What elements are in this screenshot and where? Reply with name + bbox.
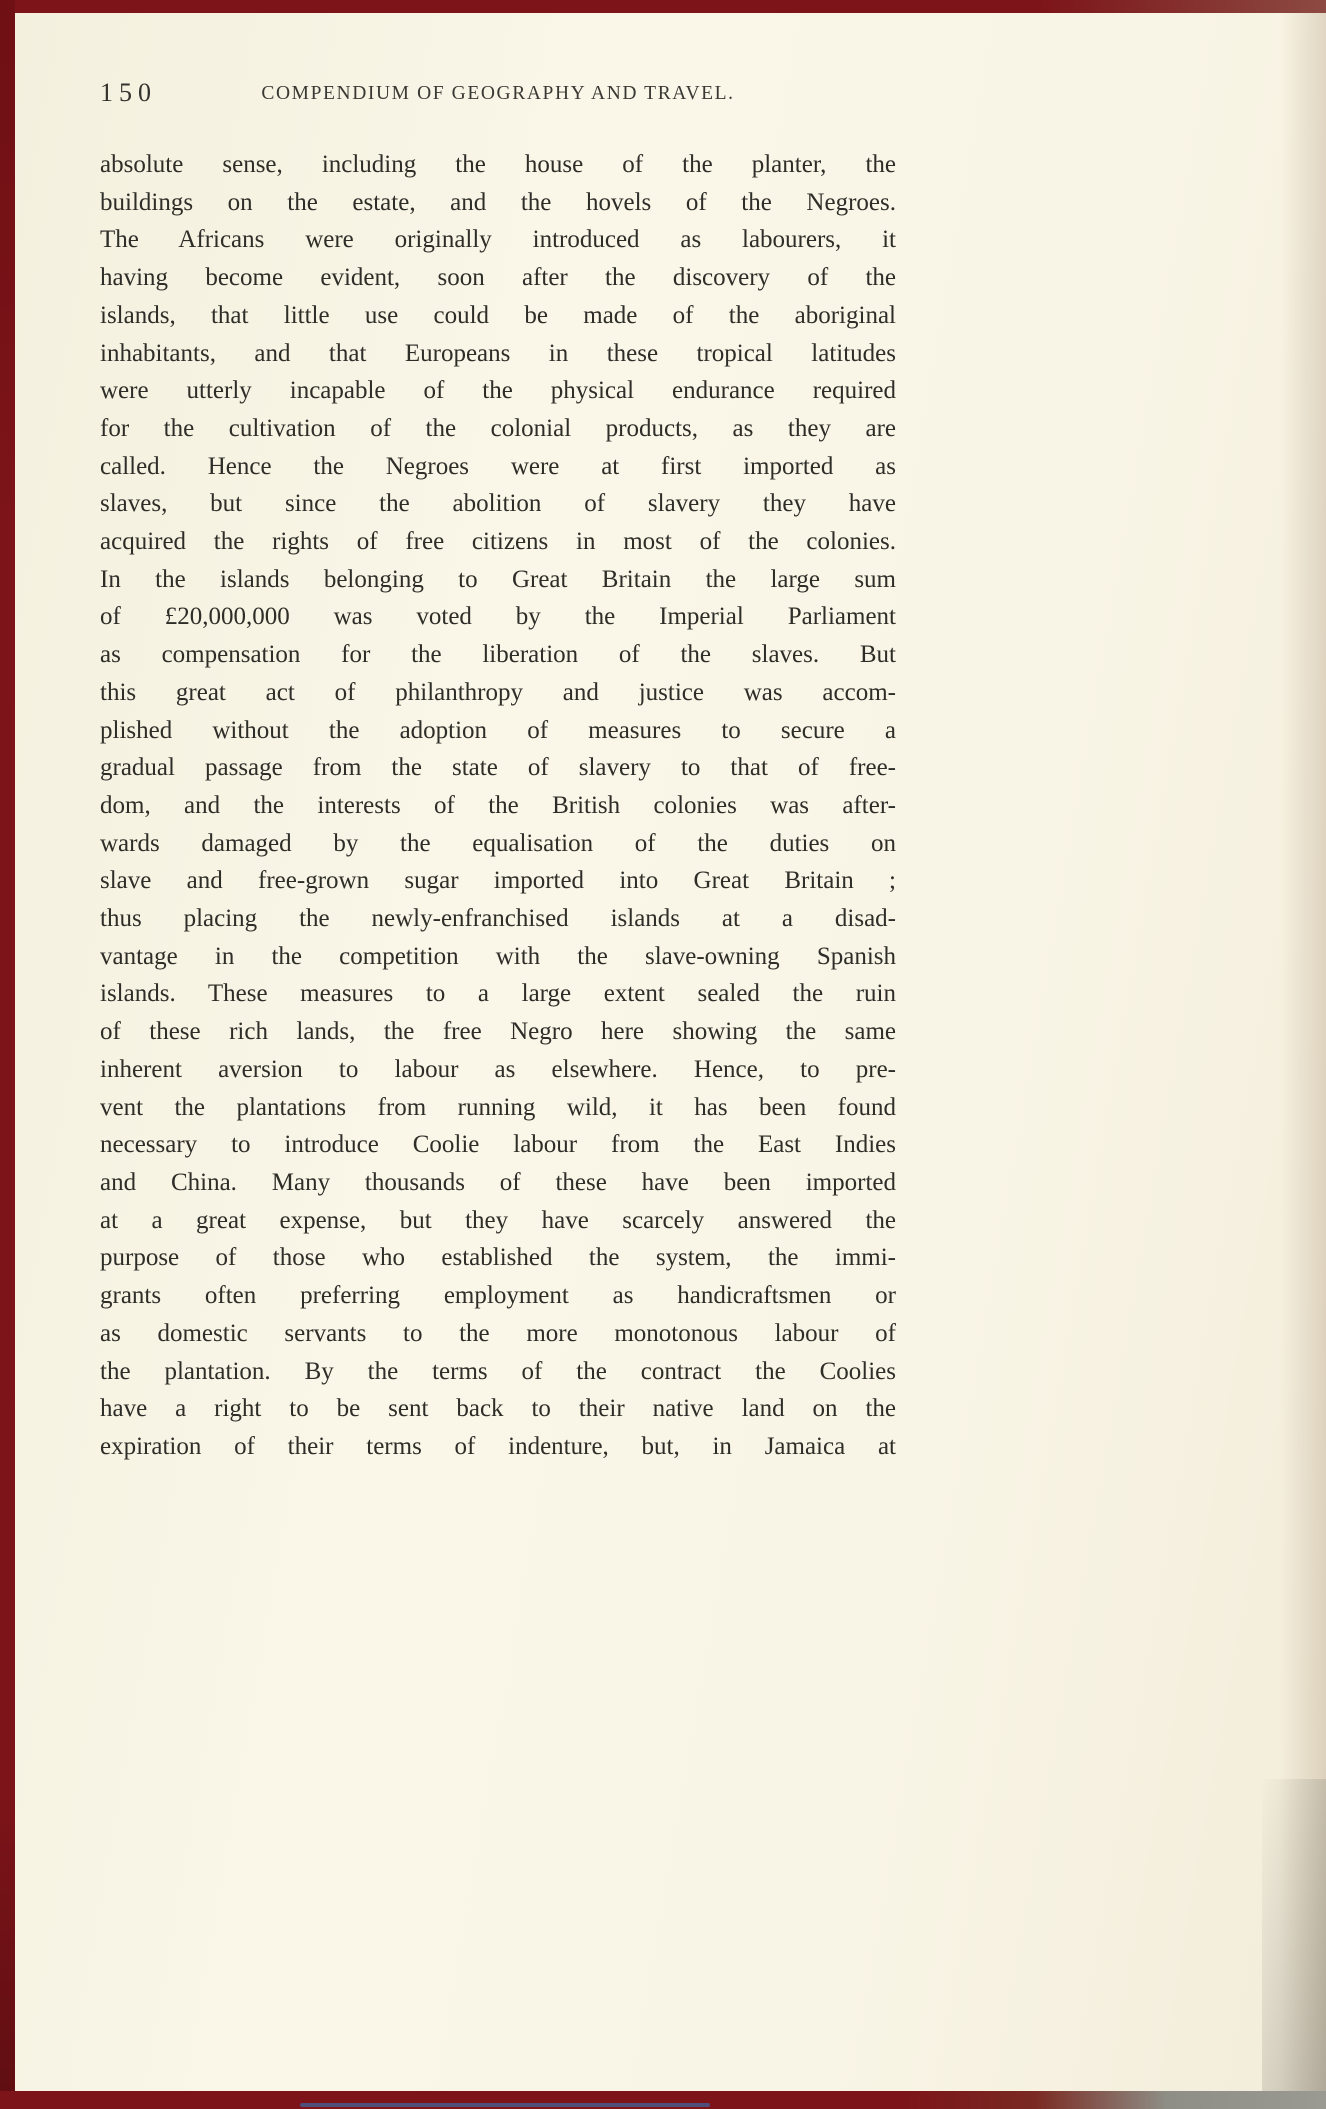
- body-text: [100, 146, 896, 1466]
- page-corner-shadow: [1262, 1779, 1326, 2109]
- text-line: were utterly incapable of the physical endurance required: [100, 377, 896, 405]
- text-line: thus placing the newly-enfranchised islands at a disad-: [100, 905, 896, 933]
- text-line: acquired the rights of free citizens in most of the colonies.: [100, 528, 896, 556]
- text-line: wards damaged by the equalisation of the duties on: [100, 829, 896, 857]
- text-line: of these rich lands, the free Negro here showing the same: [100, 1018, 896, 1046]
- text-line: vantage in the competition with the slave-owning Spanish: [100, 942, 896, 970]
- page-header: [100, 78, 896, 112]
- text-line: the plantation. By the terms of the contract the Coolies: [100, 1357, 896, 1385]
- text-line: buildings on the estate, and the hovels of the Negroes.: [100, 188, 896, 216]
- text-line: islands, that little use could be made of the aboriginal: [100, 301, 896, 329]
- text-line: as domestic servants to the more monotonous labour of: [100, 1319, 896, 1347]
- scan-edge-artifact: [300, 2103, 710, 2107]
- text-line: having become evident, soon after the discovery of the: [100, 264, 896, 292]
- running-title: COMPENDIUM OF GEOGRAPHY AND TRAVEL.: [261, 83, 735, 104]
- text-line: inherent aversion to labour as elsewhere. Hence, to pre-: [100, 1055, 896, 1083]
- text-line: absolute sense, including the house of the planter, the: [100, 151, 896, 178]
- text-line: of £20,000,000 was voted by the Imperial Parliament: [100, 603, 896, 631]
- text-line: The Africans were originally introduced as labourers, it: [100, 226, 896, 254]
- text-line: dom, and the interests of the British colonies was after-: [100, 791, 896, 819]
- text-line: purpose of those who established the system, the immi-: [100, 1244, 896, 1272]
- text-line: slaves, but since the abolition of slavery they have: [100, 490, 896, 518]
- text-line: In the islands belonging to Great Britain the large sum: [100, 565, 896, 593]
- text-line: called. Hence the Negroes were at first imported as: [100, 452, 896, 480]
- page-edge-left: [0, 0, 15, 2109]
- page-edge-top: [0, 0, 1326, 13]
- text-line: slave and free-grown sugar imported into Great Britain ;: [100, 867, 896, 895]
- text-line: plished without the adoption of measures to secure a: [100, 716, 896, 744]
- text-line: as compensation for the liberation of the slaves. But: [100, 641, 896, 669]
- text-line: this great act of philanthropy and justice was accom-: [100, 678, 896, 706]
- text-line: gradual passage from the state of slavery to that of free-: [100, 754, 896, 782]
- text-line: have a right to be sent back to their native land on the: [100, 1395, 896, 1423]
- text-line: islands. These measures to a large extent sealed the ruin: [100, 980, 896, 1008]
- text-line: for the cultivation of the colonial products, as they are: [100, 414, 896, 442]
- text-line: necessary to introduce Coolie labour from the East Indies: [100, 1131, 896, 1159]
- text-line: at a great expense, but they have scarcely answered the: [100, 1206, 896, 1234]
- text-line: and China. Many thousands of these have been imported: [100, 1168, 896, 1196]
- text-line: grants often preferring employment as handicraftsmen or: [100, 1282, 896, 1310]
- page-content: [100, 78, 896, 1466]
- page-number: 150: [100, 78, 157, 107]
- text-line: expiration of their terms of indenture, but, in Jamaica at: [100, 1432, 896, 1460]
- text-line: vent the plantations from running wild, it has been found: [100, 1093, 896, 1121]
- text-line: inhabitants, and that Europeans in these tropical latitudes: [100, 339, 896, 367]
